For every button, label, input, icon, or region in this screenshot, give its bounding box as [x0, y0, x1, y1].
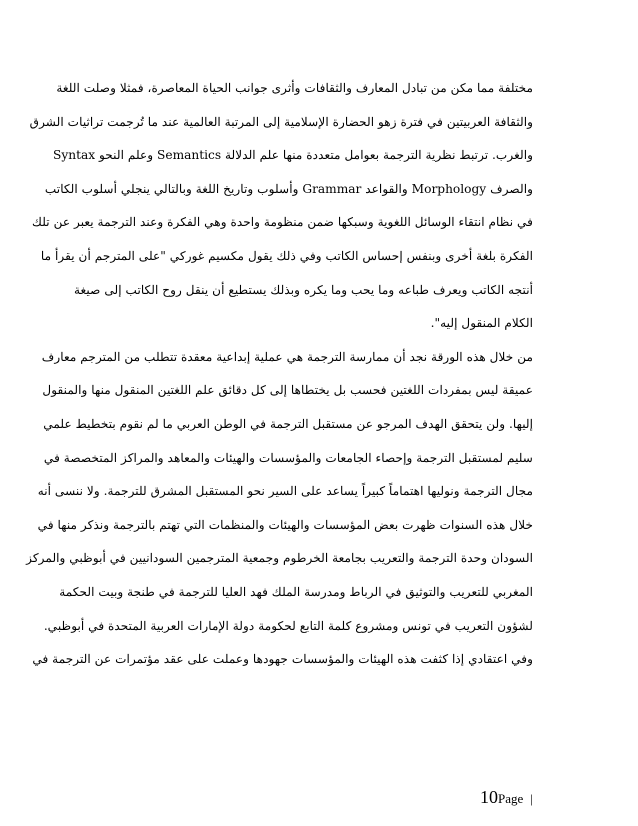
text-line: الفكرة بلغة أخرى وبنفس إحساس الكاتب وفي ذلك يقول مكسيم غوركي "على المترجم أن يقرأ ما [40, 248, 533, 263]
text-line: من خلال هذه الورقة نجد أن ممارسة الترجمة هي عملية إبداعية معقدة تتطلب من المترجم معارف [41, 349, 533, 364]
page-footer [480, 787, 533, 808]
body-text [26, 75, 533, 680]
text-line: المغربي للتعريب والتوثيق في الرباط ومدرسة الملك فهد العليا للترجمة في طنجة وبيت الحكمة [59, 584, 533, 599]
text-line: والغرب. ترتبط نظرية الترجمة بعوامل متعددة منها علم الدلالة Semantics وعلم النحو Syntax [53, 148, 533, 163]
text-line: أنتجه الكاتب ويعرف طباعه وما يحب وما يكره وبذلك يستطيع أن ينقل روح الكاتب إلى صيغة [74, 282, 533, 297]
page-label: Page [498, 791, 524, 806]
text-line: لشؤون التعريب في تونس ومشروع كلمة التابع لحكومة دولة الإمارات العربية المتحدة في أبوظبي. [43, 618, 533, 633]
text-line: عميقة ليس بمفردات اللغتين فحسب بل يختطاها إلى كل دقائق علم اللغتين المنقول منها والمنقول [42, 383, 533, 398]
footer-separator: | [530, 791, 533, 806]
text-line: إليها. ولن يتحقق الهدف المرجو عن مستقبل الترجمة في الوطن العربي ما لم نقوم بتخطيط علمي [43, 416, 533, 431]
text-line: في نظام انتقاء الوسائل اللغوية وسبكها ضمن منظومة واحدة وهي الفكرة وعند الترجمة يعبر عن تلك [32, 215, 533, 230]
text-line: وفي اعتقادي إذا كثفت هذه الهيئات والمؤسسات جهودها وعملت على عقد مؤتمرات عن الترجمة في [32, 652, 533, 667]
text-line: الكلام المنقول إليه". [430, 316, 533, 331]
page-number: 10 [480, 787, 498, 807]
text-line: خلال هذه السنوات ظهرت بعض المؤسسات والهيئات والمنظمات التي تهتم بالترجمة ونذكر منها في [37, 517, 533, 532]
text-line: سليم لمستقبل الترجمة وإحصاء الجامعات والمؤسسات والهيئات والمعاهد والمراكز المتخصصة في [43, 450, 533, 465]
text-line: السودان وحدة الترجمة والتعريب بجامعة الخرطوم وجمعية المترجمين السودانيين في أبوظبي والمركز [26, 551, 533, 566]
text-line: مختلفة مما مكن من تبادل المعارف والثقافات وأثرى جوانب الحياة المعاصرة، فمثلا وصلت اللغة [56, 81, 533, 95]
text-line: والثقافة العربيتين في فترة زهو الحضارة الإسلامية إلى المرتبة العالمية عند ما تُرجمت تراثيات الشرق [29, 114, 533, 129]
text-line: والصرف Morphology والقواعد Grammar وأسلوب وتاريخ اللغة وبالتالي ينجلي أسلوب الكاتب [44, 181, 533, 196]
text-line: مجال الترجمة ونوليها اهتماماً كبيراً يساعد على السير نحو المستقبل المشرق للترجمة. ولا ننسى أنه [37, 484, 533, 499]
